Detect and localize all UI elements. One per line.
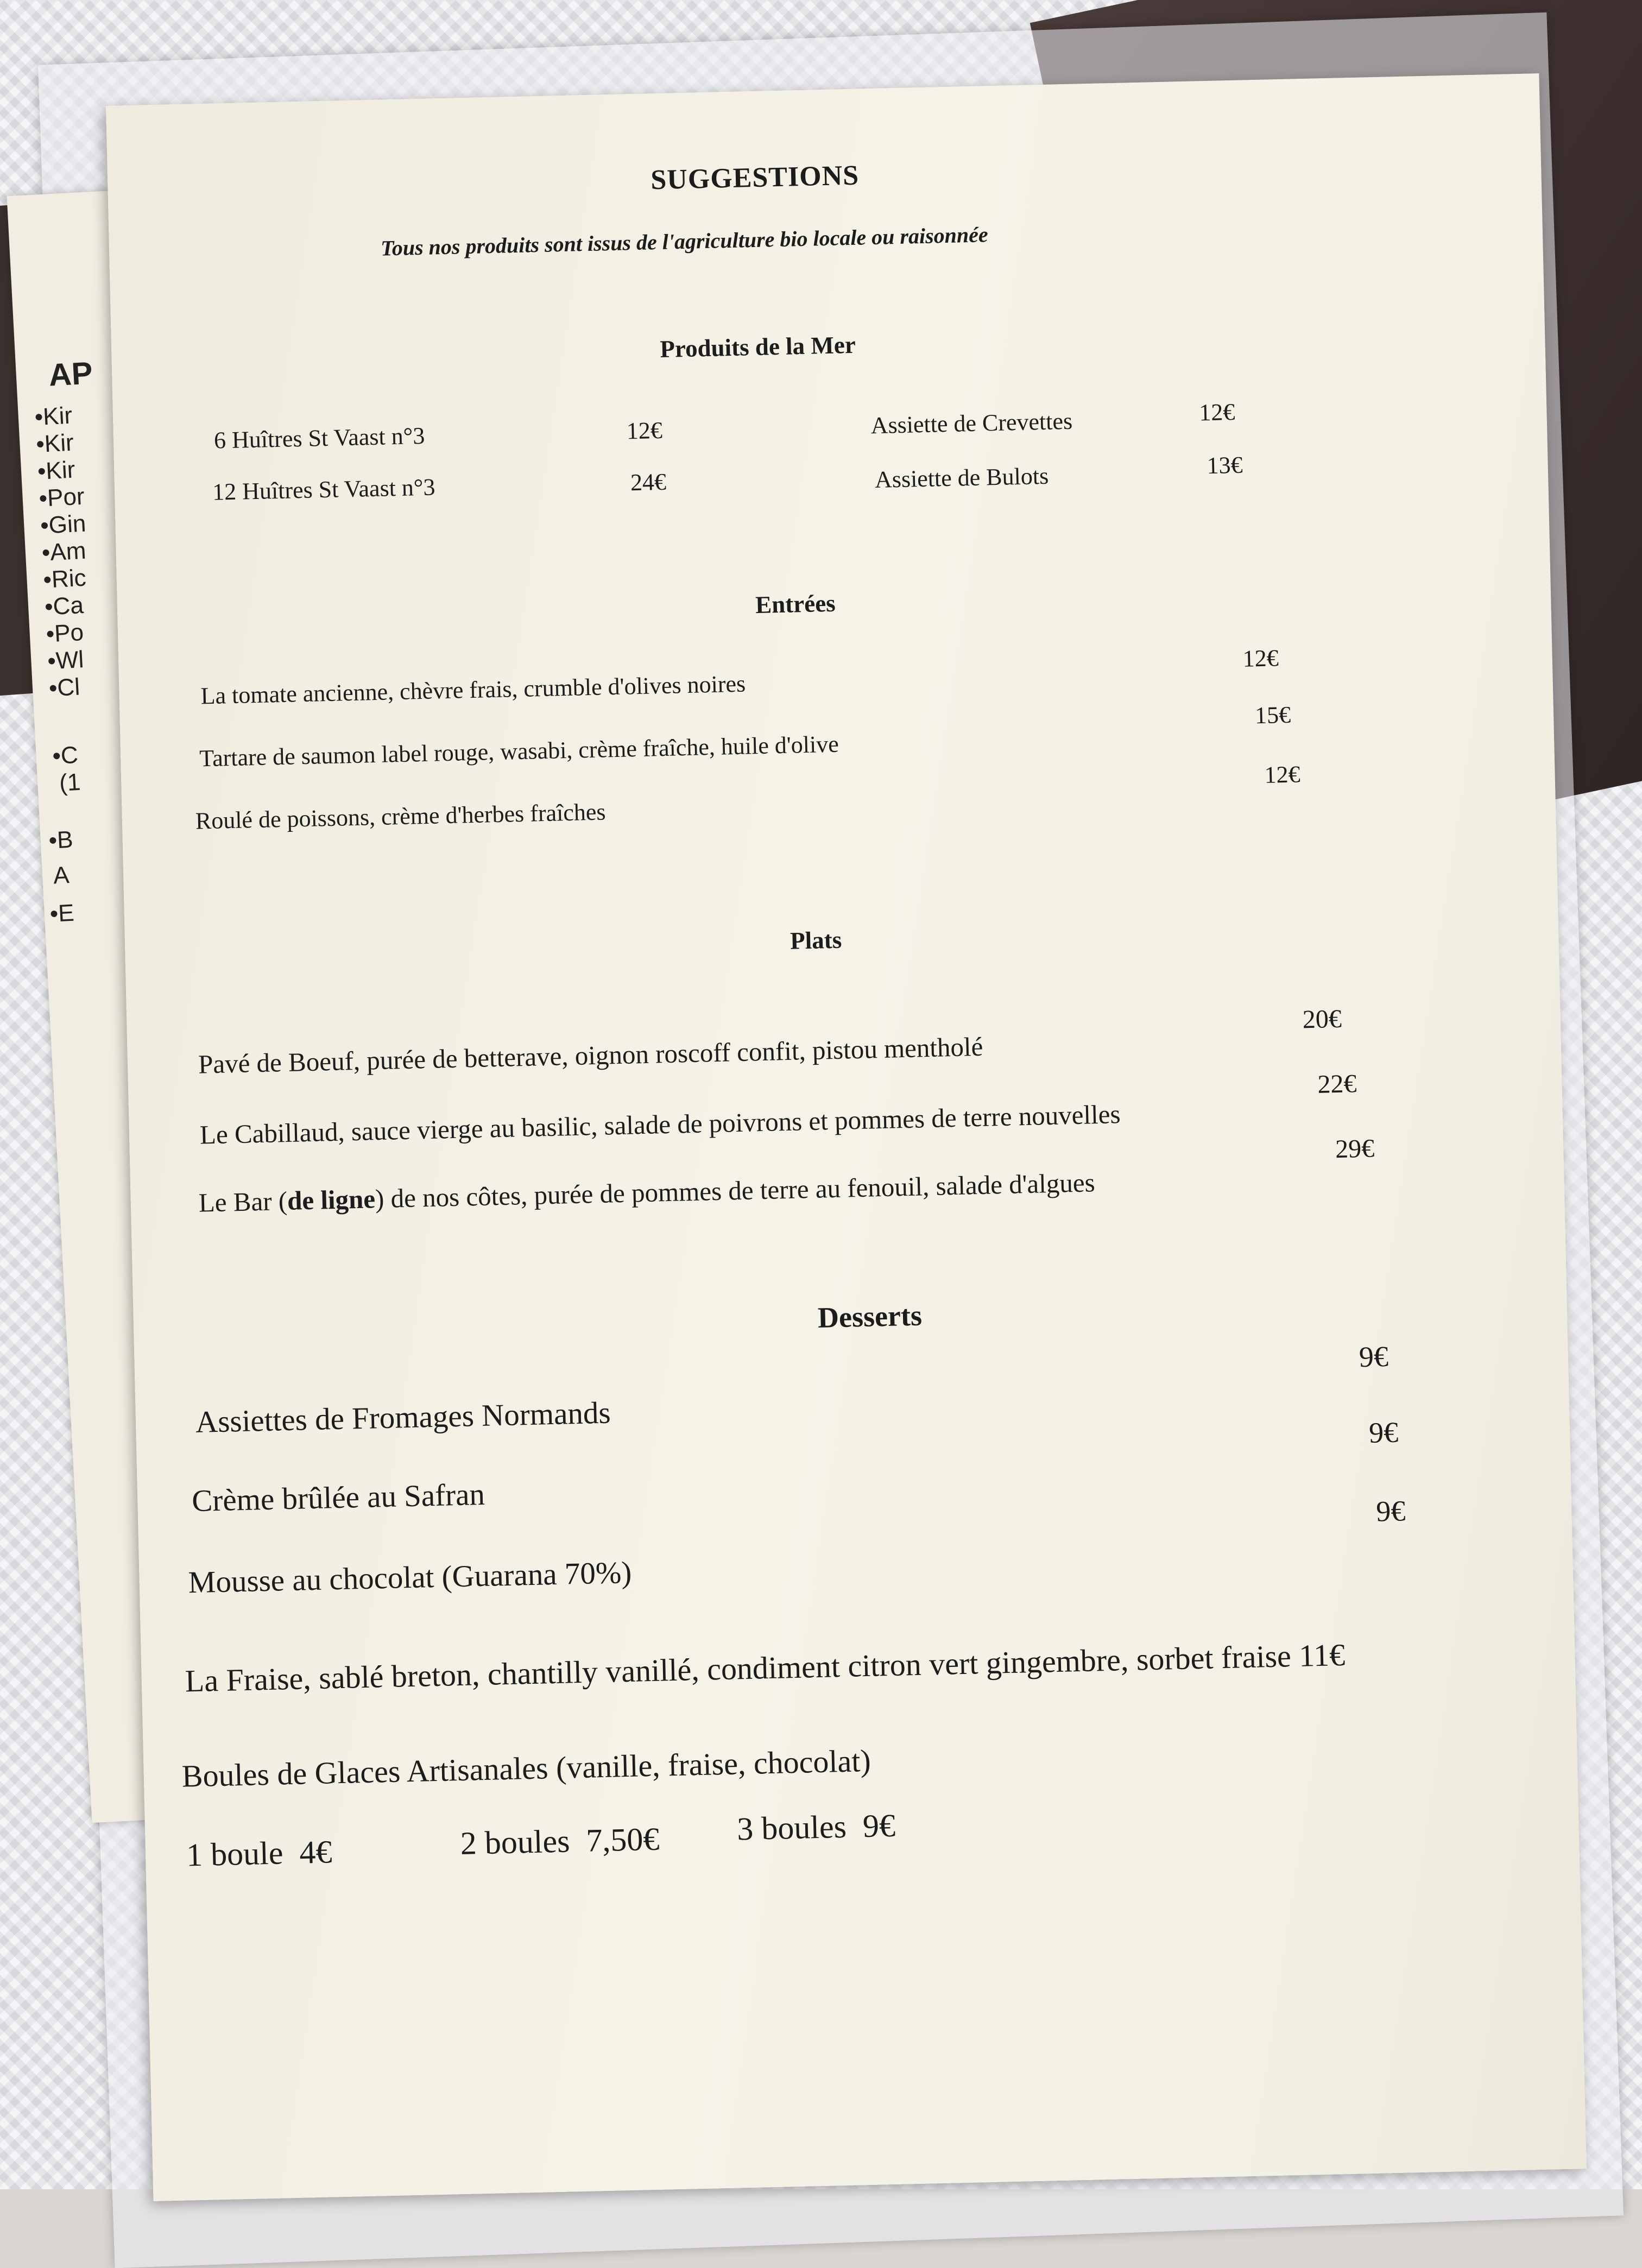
mer-item-name: Assiette de Crevettes	[870, 407, 1073, 439]
menu-page	[106, 73, 1587, 2201]
back-item: •Kir	[35, 429, 74, 458]
section-heading-desserts: Desserts	[817, 1299, 923, 1334]
plat-item-price: 22€	[1317, 1069, 1357, 1099]
plat-item-name: Pavé de Boeuf, purée de betterave, oignon roscoff confit, pistou mentholé	[198, 1031, 983, 1079]
back-item: •Cl	[48, 673, 81, 702]
dessert-item-name: Crème brûlée au Safran	[191, 1477, 485, 1519]
plat-item-price: 20€	[1302, 1004, 1342, 1034]
plat-item-name-bold: de ligne	[287, 1184, 376, 1216]
mer-item-name: 6 Huîtres St Vaast n°3	[213, 422, 425, 454]
dessert-item-name: La Fraise, sablé breton, chantilly vanillé, condiment citron vert gingembre, sorbet fraise 11€	[185, 1637, 1346, 1699]
dessert-item-price: 9€	[1368, 1416, 1399, 1449]
back-item: •Ric	[42, 564, 87, 593]
dessert-item-name: Mousse au chocolat (Guarana 70%)	[188, 1555, 632, 1600]
entree-item-name: La tomate ancienne, chèvre frais, crumble d'olives noires	[200, 670, 746, 710]
back-item: •Gin	[40, 510, 87, 539]
entree-item-name: Tartare de saumon label rouge, wasabi, crème fraîche, huile d'olive	[199, 730, 839, 772]
back-item: •Ca	[43, 591, 85, 621]
back-extra: •E	[49, 899, 75, 927]
dessert-item-name: Assiettes de Fromages Normands	[195, 1395, 611, 1439]
entree-item-price: 15€	[1254, 701, 1291, 729]
back-item: •Kir	[34, 402, 73, 431]
entree-item-price: 12€	[1264, 761, 1301, 788]
plat-item-price: 29€	[1335, 1134, 1375, 1164]
mer-item-price: 13€	[1207, 451, 1243, 479]
section-heading-plats: Plats	[790, 926, 842, 955]
dessert-item-price: 9€	[1359, 1340, 1389, 1374]
back-item: •Wl	[47, 646, 85, 675]
plat-item-name: Le Cabillaud, sauce vierge au basilic, salade de poivrons et pommes de terre nouvelles	[199, 1099, 1121, 1150]
back-extra: (1	[58, 768, 81, 797]
back-page-title: AP	[48, 355, 94, 393]
back-extra: A	[52, 862, 70, 889]
back-item: •Po	[45, 619, 85, 648]
mer-item-name: 12 Huîtres St Vaast n°3	[212, 473, 435, 506]
section-heading-mer: Produits de la Mer	[659, 331, 856, 363]
back-extra: •B	[48, 826, 74, 854]
back-item: •Am	[41, 537, 87, 566]
mer-item-price: 24€	[630, 468, 667, 496]
mer-item-price: 12€	[1198, 398, 1235, 426]
glaces-name: Boules de Glaces Artisanales (vanille, fraise, chocolat)	[181, 1742, 871, 1794]
dessert-item-price: 9€	[1375, 1494, 1406, 1528]
back-extra: •C	[52, 741, 79, 770]
back-item: •Kir	[36, 456, 76, 485]
mer-item-name: Assiette de Bulots	[874, 462, 1049, 494]
glaces-option: 3 boules 9€	[736, 1807, 896, 1847]
glaces-option: 2 boules 7,50€	[460, 1821, 660, 1862]
plat-item-name: Le Bar (de ligne) de nos côtes, purée de pommes de terre au fenouil, salade d'algues	[198, 1167, 1096, 1218]
entree-item-price: 12€	[1242, 645, 1279, 672]
menu-tagline: Tous nos produits sont issus de l'agriculture bio locale ou raisonnée	[380, 222, 989, 261]
back-item: •Por	[38, 483, 85, 512]
menu-title: SUGGESTIONS	[650, 160, 860, 196]
section-heading-entrees: Entrées	[755, 589, 836, 619]
glaces-option: 1 boule 4€	[186, 1834, 333, 1873]
entree-item-name: Roulé de poissons, crème d'herbes fraîches	[195, 798, 606, 835]
mer-item-price: 12€	[626, 416, 663, 445]
back-page-list	[34, 402, 96, 703]
